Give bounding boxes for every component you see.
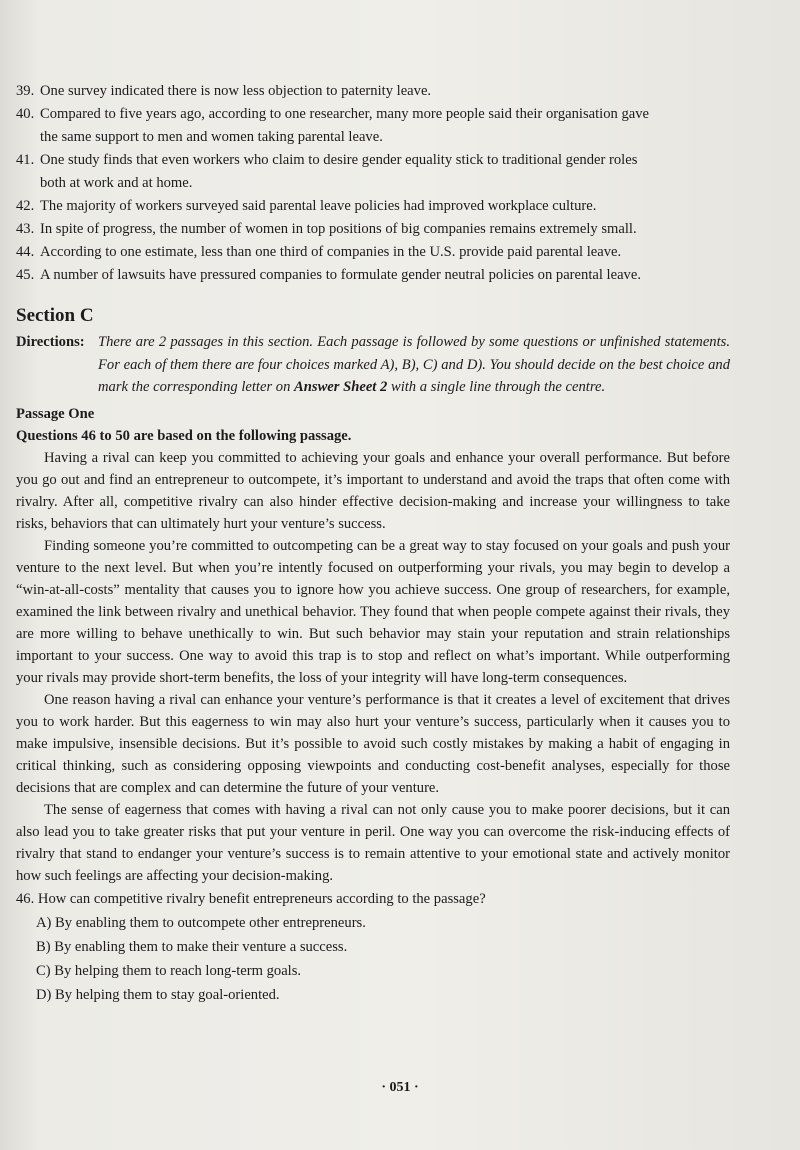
statement-41: 41. One study finds that even workers who claim to desire gender equality stick to traditional gender roles both at work and at home. — [16, 152, 638, 191]
directions-text: There are 2 passages in this section. Each passage is followed by some questions or unfinished statements. For each of them there are four choices marked A), B), C) and D). You should decide on the best choice and mark the corresponding letter on Answer Sheet 2 with a single line through the centre. — [98, 334, 730, 395]
statement-39: 39. One survey indicated there is now less objection to paternity leave. — [16, 83, 432, 99]
passage-body — [16, 447, 730, 887]
statement-45: 45. A number of lawsuits have pressured companies to formulate gender neutral policies on parental leave. — [16, 267, 641, 283]
passage-title: Passage One — [16, 405, 95, 422]
statement-42: 42. The majority of workers surveyed said parental leave policies had improved workplace culture. — [16, 198, 597, 214]
directions-label: Directions: — [16, 334, 85, 350]
paragraph-3: One reason having a rival can enhance your venture’s performance is that it creates a level of excitement that drives you to work harder. But this eagerness to win may also hurt your venture’s success, particularly when it causes you to make impulsive, insensible decisions. But it’s possible to avoid such costly mistakes by making a habit of engaging in critical thinking, such as considering opposing viewpoints and conducting cost-benefit analyses, especially for those decisions that are complex and can determine the future of your venture. — [16, 691, 730, 796]
section-title: Section C — [16, 305, 94, 326]
question-number: 46. — [16, 890, 35, 907]
paragraph-2: Finding someone you’re committed to outcompeting can be a great way to stay focused on your goals and push your venture to the next level. But when you’re intently focused on outperforming your rivals, you may begin to develop a “win-at-all-costs” mentality that causes you to ignore how you achieve success. One group of researchers, for example, examined the link between rivalry and unethical behavior. They found that when people compete against their rivals, they are more willing to behave unethically to win. But such behavior may stain your reputation and strain relationships important to your success. One way to avoid this trap is to stop and reflect on what’s important. While outperforming your rivals may provide short-term benefits, the loss of your integrity will have long-term consequences. — [16, 537, 730, 686]
paragraph-1: Having a rival can keep you committed to achieving your goals and enhance your overall performance. But before you go out and find an entrepreneur to outcompete, it’s important to understand and avoid the traps that often come with rivalry. After all, competitive rivalry can also hinder effective decision-making and increase your willingness to take risks, behaviors that can ultimately hurt your venture’s success. — [16, 449, 730, 532]
statement-40: 40. Compared to five years ago, according to one researcher, many more people said their organisation gave the same support to men and women taking parental leave. — [16, 106, 650, 145]
question-46 — [16, 888, 730, 912]
statement-list — [16, 80, 730, 287]
question-text: How can competitive rivalry benefit entrepreneurs according to the passage? — [37, 890, 486, 907]
statement-44: 44. According to one estimate, less than one third of companies in the U.S. provide paid parental leave. — [16, 244, 622, 260]
option-a: A) By enabling them to outcompete other entrepreneurs. — [36, 915, 366, 931]
passage-subtitle: Questions 46 to 50 are based on the following passage. — [16, 427, 352, 444]
answer-sheet-emphasis: Answer Sheet 2 — [294, 379, 388, 395]
option-d: D) By helping them to stay goal-oriented. — [36, 987, 280, 1003]
paragraph-4: The sense of eagerness that comes with having a rival can not only cause you to make poorer decisions, but it can also lead you to take greater risks that put your venture in peril. One way you can overcome the risk-inducing effects of rivalry that stand to endanger your venture’s success is to remain attentive to your emotional state and actively monitor how such feelings are affecting your decision-making. — [16, 801, 730, 884]
page-number: · 051 · — [381, 1080, 419, 1095]
statement-43: 43. In spite of progress, the number of women in top positions of big companies remains extremely small. — [16, 221, 637, 237]
directions — [16, 331, 730, 399]
option-c: C) By helping them to reach long-term goals. — [36, 963, 302, 979]
option-b: B) By enabling them to make their venture a success. — [36, 939, 348, 955]
